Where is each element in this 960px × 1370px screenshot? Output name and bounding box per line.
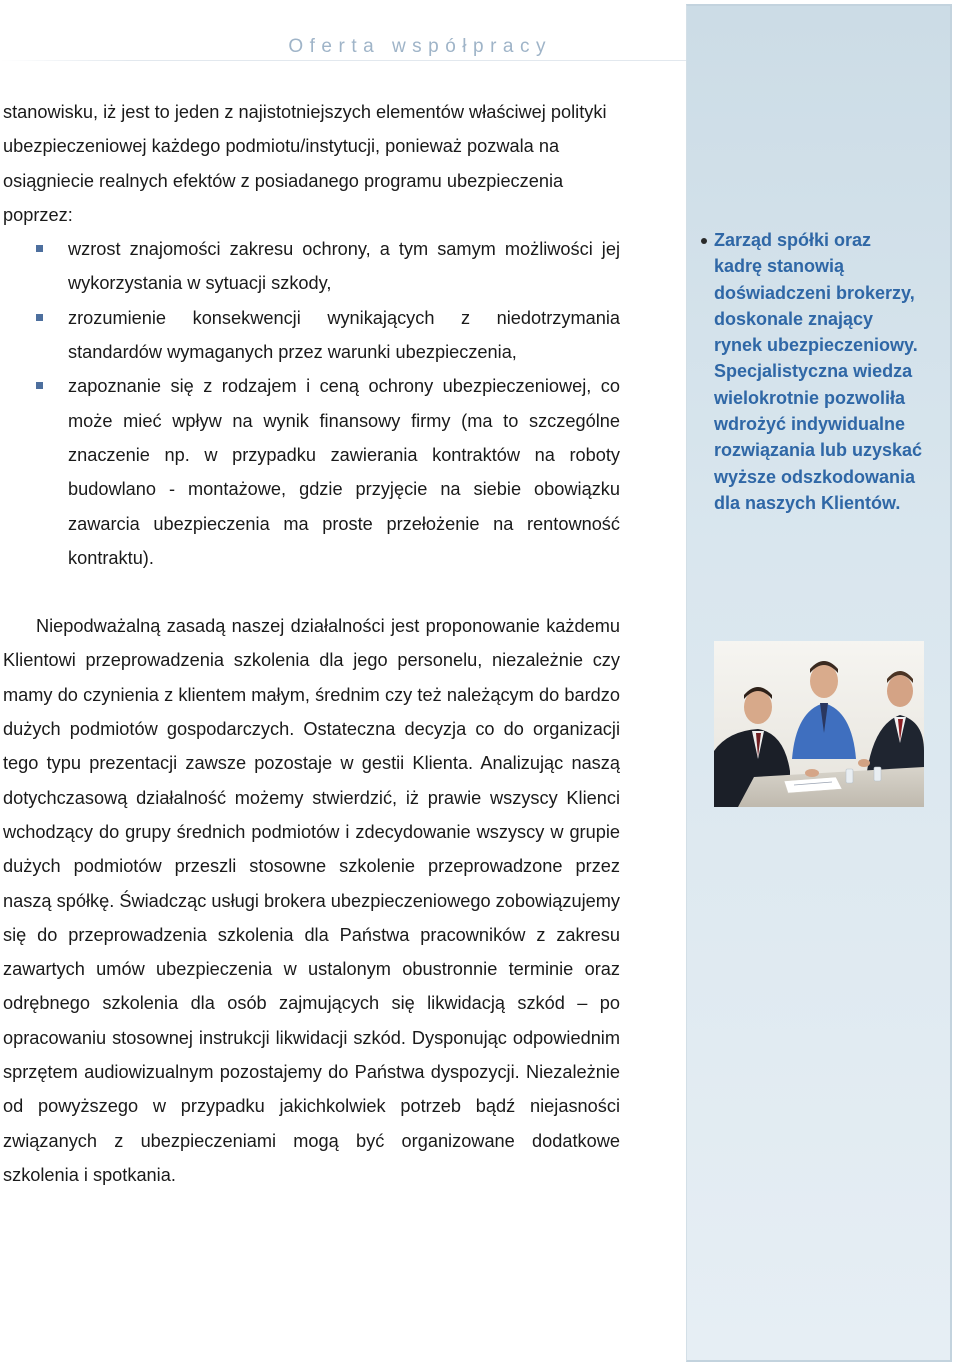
sidebar-highlight-text: Zarząd spółki oraz kadrę stanowią doświadczeni brokerzy, doskonale znający rynek ubezpieczeniowy. Specjalistyczna wiedza wielokrotnie pozwoliła wdrożyć indywidualne rozwiązania lub uzyskać wyższe odszkodowania dla naszych Klientów.	[714, 230, 923, 513]
page-header	[0, 36, 658, 58]
square-bullet-icon	[36, 382, 43, 389]
square-bullet-icon	[36, 314, 43, 321]
business-meeting-photo	[714, 641, 924, 807]
sidebar-highlight	[714, 227, 924, 516]
photo-illustration	[714, 641, 924, 807]
round-bullet-icon	[701, 238, 707, 244]
intro-paragraph: stanowisku, iż jest to jeden z najistotniejszych elementów właściwej polityki ubezpieczeniowej każdego podmiotu/instytucji, ponieważ pozwala na osiągniecie realnych efektów z posiadanego programu ubezpieczenia poprzez:	[3, 102, 607, 225]
list-item	[68, 369, 620, 575]
list-item	[68, 301, 620, 370]
list-item-text: zrozumienie konsekwencji wynikających z niedotrzymania standardów wymaganych przez warunki ubezpieczenia,	[68, 307, 620, 363]
training-paragraph: Niepodważalną zasadą naszej działalności jest proponowanie każdemu Klientowi przeprowadzenia szkolenia dla jego personelu, niezależnie czy mamy do czynienia z klientem małym, średnim czy też należącym do bardzo dużych podmiotów gospodarczych. Ostateczna decyzja co do organizacji tego typu prezentacji zawsze pozostaje w gestii Klienta. Analizując naszą dotychczasową działalność możemy stwierdzić, iż prawie wszyscy Klienci wchodzący do grupy średnich podmiotów i zdecydowanie wszyscy w grupie dużych podmiotów przeszli stosowne szkolenie przeprowadzone przez naszą spółkę. Świadcząc usługi brokera ubezpieczeniowego zobowiązujemy się do przeprowadzenia szkolenia dla Państwa pracowników z zakresu zawartych umów ubezpieczenia w ustalonym obustronnie terminie oraz odrębnego szkolenia dla osób zajmujących się likwidacją szkód – po opracowaniu stosownej instrukcji likwidacji szkód. Dysponując odpowiednim sprzętem audiowizualnym pozostajemy do Państwa dyspozycji. Niezależnie od powyższego w przypadku jakichkolwiek potrzeb bądź niejasności związanych z ubezpieczeniami mogą być organizowane dodatkowe szkolenia i spotkania.	[3, 616, 620, 1185]
benefits-list	[3, 232, 620, 575]
list-item-text: zapoznanie się z rodzajem i ceną ochrony ubezpieczeniowej, co może mieć wpływ na wynik finansowy firmy (ma to szczególne znaczenie np. w przypadku zawierania kontraktów na roboty budowlano - montażowe, gdzie przyjęcie na siebie obowiązku zawarcia ubezpieczenia ma proste przełożenie na rentowność kontraktu).	[68, 376, 620, 568]
list-item-text: wzrost znajomości zakresu ochrony, a tym samym możliwości jej wykorzystania w sytuacji szkody,	[68, 239, 620, 294]
header-title: Oferta współpracy	[288, 36, 552, 57]
list-item	[68, 232, 620, 301]
square-bullet-icon	[36, 245, 43, 252]
main-content	[3, 95, 620, 1192]
